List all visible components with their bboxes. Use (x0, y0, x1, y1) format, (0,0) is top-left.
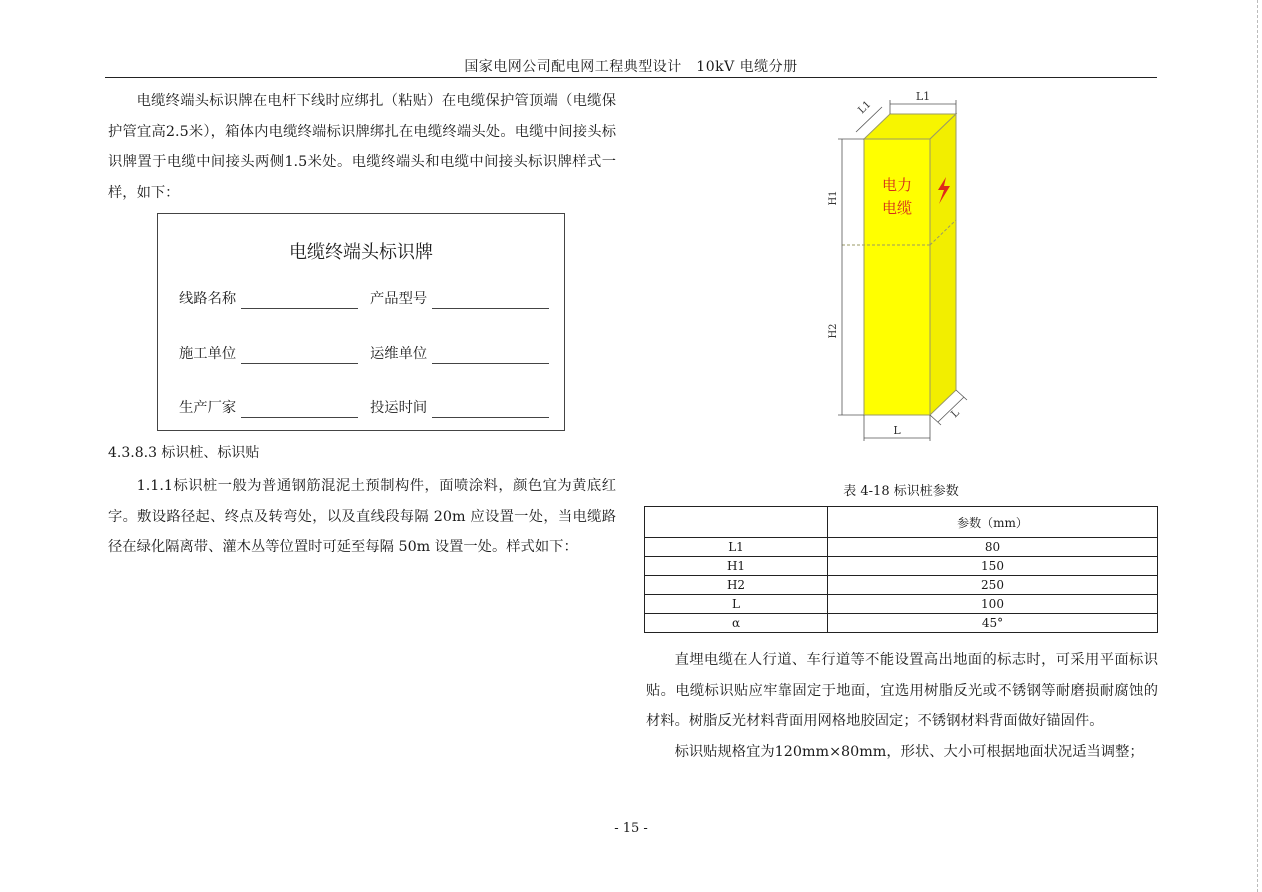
table-row (645, 614, 1158, 633)
table-cell: 150 (828, 557, 1158, 576)
label-top-width: L1 (915, 90, 931, 103)
sign-field-blank (432, 292, 549, 309)
post-text-line2: 电缆 (881, 199, 913, 217)
label-bottom-depth: L (949, 407, 962, 421)
label-bottom-width: L (893, 424, 901, 437)
table-cell: L1 (645, 538, 828, 557)
sign-field-construction-unit (179, 343, 358, 364)
table-cell: 250 (828, 576, 1158, 595)
sign-field-label: 投运时间 (370, 400, 428, 416)
terminal-sign-sample (157, 213, 565, 431)
sign-field-label: 线路名称 (179, 291, 237, 307)
table-row (645, 576, 1158, 595)
paragraph-marker-post: 1.1.1标识桩一般为普通钢筋混泥土预制构件，面喷涂料，颜色宜为黄底红字。敷设路径起、终点及转弯处，以及直线段每隔 20m 应设置一处，当电缆路径在绿化隔离带、灌木丛等位置时可延至每隔 50m 设置一处。样式如下： (108, 478, 616, 555)
table-cell: H2 (645, 576, 828, 595)
table-cell: 100 (828, 595, 1158, 614)
sign-field-label: 产品型号 (370, 291, 428, 307)
left-column-intro (108, 86, 616, 208)
sign-field-label: 施工单位 (179, 346, 237, 362)
paragraph-sticker-size: 标识贴规格宜为120mm×80mm，形状、大小可根据地面状况适当调整； (674, 743, 1144, 760)
section-heading: 4.3.8.3 标识桩、标识贴 (108, 445, 260, 461)
post-side-face (930, 114, 956, 415)
dim-tick (956, 390, 967, 400)
label-h1: H1 (828, 190, 839, 206)
sign-field-line-name (179, 288, 358, 309)
label-h2: H2 (828, 323, 839, 339)
sign-field-commission-time (370, 397, 549, 418)
dim-tick (930, 415, 941, 425)
table-cell: L (645, 595, 828, 614)
sign-field-label: 生产厂家 (179, 400, 237, 416)
table-cell: 80 (828, 538, 1158, 557)
table-header-cell (645, 507, 828, 538)
page-header-title: 国家电网公司配电网工程典型设计 10kV 电缆分册 (464, 59, 798, 75)
sign-field-blank (432, 347, 549, 364)
table-header-row (645, 507, 1158, 538)
page-number: - 15 - (614, 821, 648, 836)
marker-post-figure (820, 82, 990, 442)
right-column-text (646, 645, 1158, 767)
sign-field-blank (432, 401, 549, 418)
table-cell: H1 (645, 557, 828, 576)
sign-field-product-model (370, 288, 549, 309)
sign-field-label: 运维单位 (370, 346, 428, 362)
post-text-line1: 电力 (881, 176, 913, 194)
table-cell: 45° (828, 614, 1158, 633)
sign-title: 电缆终端头标识牌 (289, 242, 433, 263)
table-row (645, 538, 1158, 557)
paragraph-floor-sticker: 直埋电缆在人行道、车行道等不能设置高出地面的标志时，可采用平面标识贴。电缆标识贴应牢靠固定于地面，宜选用树脂反光或不锈钢等耐磨损耐腐蚀的材料。树脂反光材料背面用网格地胶固定；不锈钢材料背面做好锚固件。 (646, 652, 1158, 729)
paragraph-terminal-sign: 电缆终端头标识牌在电杆下线时应绑扎（粘贴）在电缆保护管顶端（电缆保护管宜高2.5米），箱体内电缆终端标识牌绑扎在电缆终端头处。电缆中间接头标识牌置于电缆中间接头两侧1.5米处。电缆终端头和电缆中间接头标识牌样式一样，如下： (108, 93, 616, 201)
sign-field-manufacturer (179, 397, 358, 418)
sign-field-blank (241, 292, 358, 309)
header-rule (105, 77, 1157, 78)
table-header-cell: 参数（mm） (828, 507, 1158, 538)
table-row (645, 595, 1158, 614)
label-top-depth: L1 (856, 99, 874, 117)
sign-field-blank (241, 347, 358, 364)
table-cell: α (645, 614, 828, 633)
marker-post-parameter-table (644, 506, 1158, 633)
sign-field-blank (241, 401, 358, 418)
page-edge-line (1257, 0, 1258, 892)
sign-field-maintenance-unit (370, 343, 549, 364)
left-column-marker-post (108, 471, 616, 563)
table-caption: 表 4-18 标识桩参数 (843, 484, 959, 499)
table-row (645, 557, 1158, 576)
